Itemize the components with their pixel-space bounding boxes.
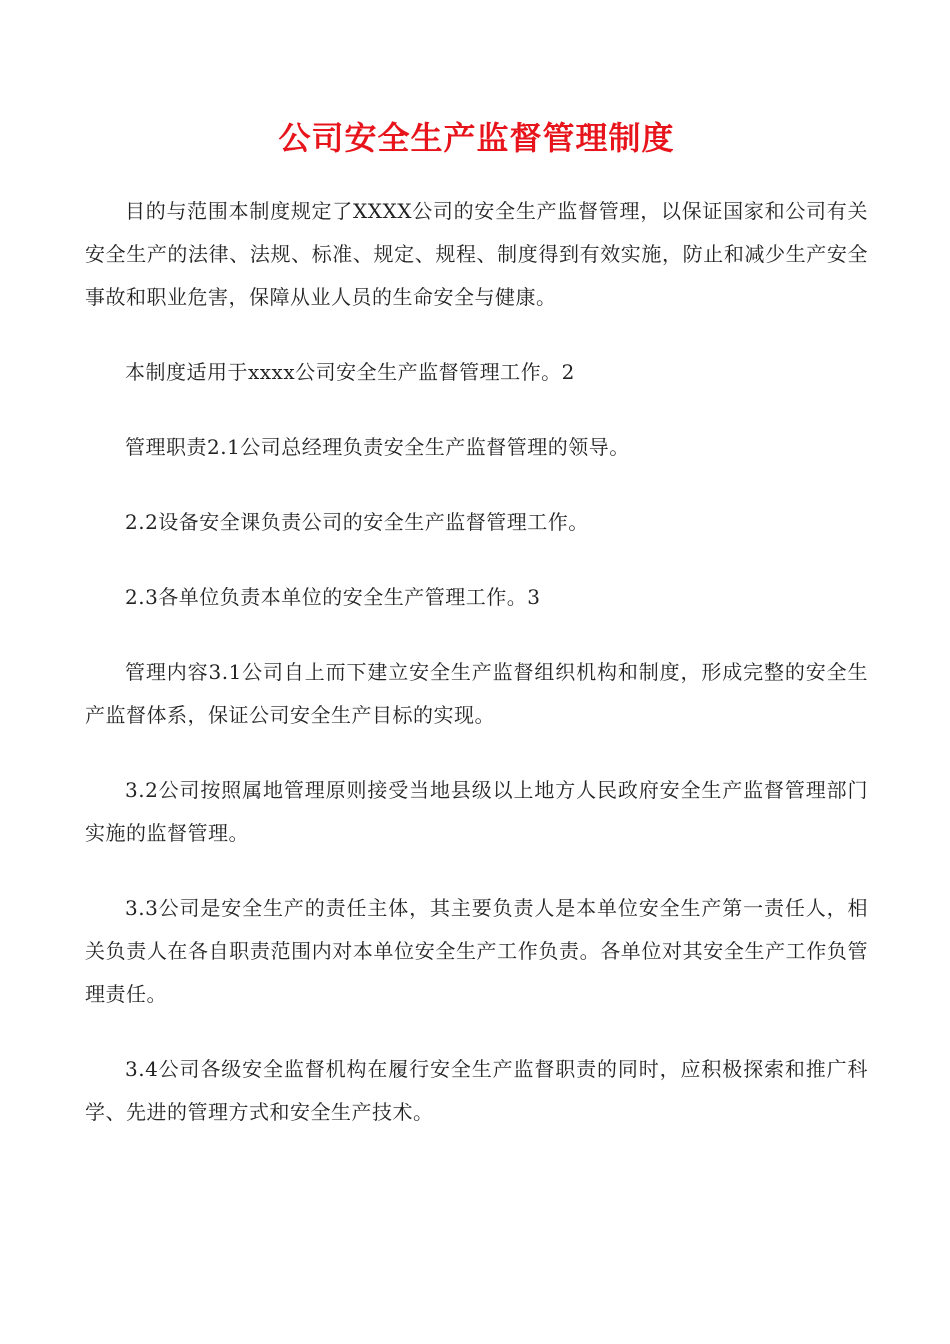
- paragraph-applicability: 本制度适用于xxxx公司安全生产监督管理工作。2: [125, 360, 575, 384]
- paragraph-responsibility-2-2: 2.2设备安全课负责公司的安全生产监督管理工作。: [125, 510, 589, 534]
- paragraph-responsibility-2-1: 管理职责2.1公司总经理负责安全生产监督管理的领导。: [125, 435, 630, 459]
- paragraph-content-3-1: 管理内容3.1公司自上而下建立安全生产监督组织机构和制度，形成完整的安全生产监督体系，保证公司安全生产目标的实现。: [85, 660, 868, 727]
- document-body: [85, 190, 868, 1134]
- document-title: 公司安全生产监督管理制度: [278, 119, 675, 157]
- paragraph-responsibility-2-3: 2.3各单位负责本单位的安全生产管理工作。3: [125, 585, 541, 609]
- paragraph-content-3-3: 3.3公司是安全生产的责任主体，其主要负责人是本单位安全生产第一责任人，相关负责人在各自职责范围内对本单位安全生产工作负责。各单位对其安全生产工作负管理责任。: [85, 896, 868, 1006]
- paragraph-content-3-2: 3.2公司按照属地管理原则接受当地县级以上地方人民政府安全生产监督管理部门实施的监督管理。: [85, 778, 868, 845]
- paragraph-content-3-4: 3.4公司各级安全监督机构在履行安全生产监督职责的同时，应积极探索和推广科学、先进的管理方式和安全生产技术。: [85, 1057, 868, 1124]
- paragraph-purpose-scope: 目的与范围本制度规定了XXXX公司的安全生产监督管理，以保证国家和公司有关安全生产的法律、法规、标准、规定、规程、制度得到有效实施，防止和减少生产安全事故和职业危害，保障从业人员的生命安全与健康。: [85, 199, 868, 309]
